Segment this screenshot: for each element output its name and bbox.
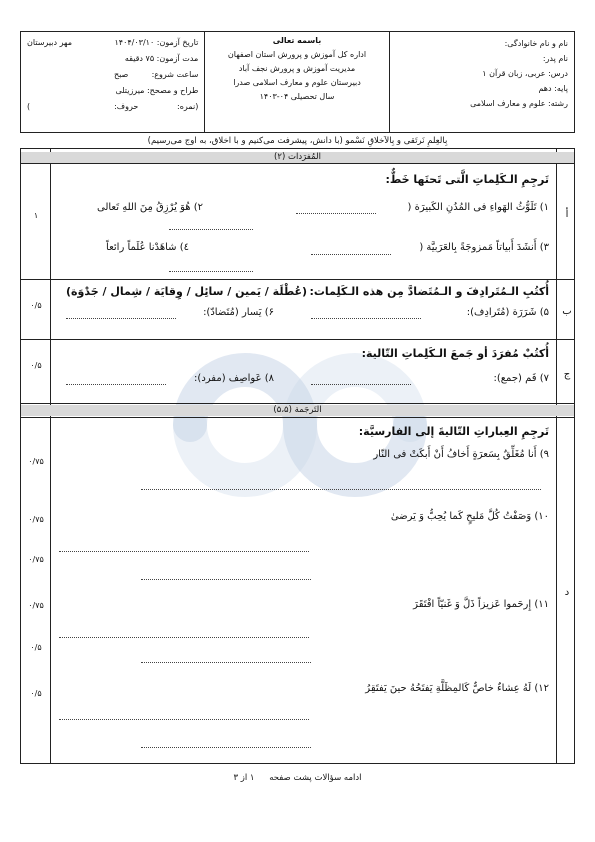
- item-7: ۷) فَم (جمع):: [493, 373, 549, 384]
- item-10: ۱۰) وَصَفْتُ کُلَّ مَلیحٍ کَما یُحِبُّ وَ یَرضیٰ: [390, 511, 549, 522]
- item-9: ۹) أَنا مُغَلِّقٌ بِسَعرَةٍ أَخافُ أَنْ أَبکَتْ فی النّار: [373, 449, 549, 460]
- options-beh: (عُطْلَة / یَمین / سائِل / وِقایَة / شِمال / جَدْوَة): [66, 285, 308, 298]
- footer: [0, 773, 595, 783]
- answer-line-11b[interactable]: [141, 652, 311, 663]
- heading-beh: أُکتُبِ الـمُتَرادِفَ و الـمُتَضادَّ مِن هذه الـکَلِمات:: [309, 285, 549, 298]
- answer-line-11[interactable]: [59, 627, 309, 638]
- start-time-label: ساعت شروع:: [151, 70, 199, 79]
- grade-label: (نمره:: [177, 102, 199, 111]
- exam-header: [20, 31, 575, 133]
- invocation: باسمه تعالی: [272, 36, 322, 45]
- course-label: درس: عربی، زبان قرآن ۱: [482, 69, 568, 78]
- score-item-11: ۰/۷۵: [28, 601, 44, 610]
- item-6: ۶) یَسار (مُتَضادّ):: [203, 307, 274, 318]
- designer: طراح و مصحح: میرزیتلی: [115, 86, 199, 95]
- item-12: ۱۲) لَهُ عِشاءٌ خاصٌّ کَالمِظَلَّةِ یَفتَحُهُ حینَ یَفتَقِرُ: [365, 683, 549, 694]
- institution-line-2: مدیریت آموزش و پرورش نجف آباد: [238, 64, 356, 73]
- item-5: ۵) شَرَرَة (مُتَرادِف):: [466, 307, 549, 318]
- item-1: ۱) تَلَوُّثُ الهَواءِ فی المُدُنِ الکَبیرَة (: [407, 202, 549, 213]
- exam-info-column: [21, 32, 205, 132]
- motto: بِالعِلمِ نَرتَقی و بِالاَخلاقِ نَسْمو (با دانش، پیشرفت می‌کنیم و با اخلاق، به اوج می‌رسیم): [147, 136, 448, 146]
- answer-line-4[interactable]: [169, 261, 253, 272]
- answer-line-10b[interactable]: [141, 569, 311, 580]
- student-info-column: [390, 32, 574, 132]
- answer-line-12[interactable]: [59, 709, 309, 720]
- item-4: ٤) شاهَدْنا عُلَماً رائعاً: [106, 242, 189, 253]
- item-3: ۳) أَنشَدَ أَبیاتاً مَمزوجَةً بِالعَرَبیَّة (: [419, 242, 549, 253]
- page-number: ۱ از ۳: [233, 773, 255, 783]
- answer-line-8[interactable]: [66, 374, 166, 385]
- score-item-11b: ۰/۵: [30, 643, 42, 652]
- heading-dal: تَرجِمِ العِباراتِ التّالیةَ إلی الفارسیَّة:: [358, 425, 549, 438]
- start-time-value: صبح: [113, 70, 129, 79]
- footer-text: ادامه سؤالات پشت صفحه: [269, 773, 362, 783]
- student-name-field[interactable]: نام و نام خانوادگی:: [504, 39, 568, 48]
- item-8: ۸) عَواصِف (مفرد):: [194, 373, 274, 384]
- item-2: ۲) هُوَ یُرْزِقُ مِنَ اللهِ تَعالی: [97, 202, 203, 213]
- heading-alef: تَرجِمِ الـکَلِماتِ الَّتی تَحتَها خَطٌّ:: [385, 173, 549, 186]
- question-letter-beh: ب: [562, 306, 572, 317]
- institution-line-1: اداره کل آموزش و پرورش استان اصفهان: [227, 50, 367, 59]
- answer-line-10[interactable]: [59, 541, 309, 552]
- answer-line-1[interactable]: [296, 203, 376, 214]
- answer-line-12b[interactable]: [141, 737, 311, 748]
- father-name-field[interactable]: نام پدر:: [542, 54, 568, 63]
- institution-column: [205, 32, 389, 132]
- question-grid: [20, 148, 575, 764]
- answer-line-3[interactable]: [311, 244, 391, 255]
- translation-section-band: التَرجَمة (۵،۵): [21, 405, 574, 416]
- answer-line-7[interactable]: [311, 374, 411, 385]
- exam-duration: مدت آزمون: ۷۵ دقیقه: [124, 54, 199, 63]
- institution-line-3: دبیرستان علوم و معارف اسلامی صدرا: [233, 78, 361, 87]
- heading-jim: أُکتُبْ مُفرَدَ أو جَمعَ الـکَلِماتِ التّالیة:: [361, 347, 549, 360]
- grade-level: پایه: دهم: [538, 84, 568, 93]
- question-letter-jim: ج: [563, 369, 571, 380]
- field-of-study: رشته: علوم و معارف اسلامی: [470, 99, 568, 108]
- academic-year: سال تحصیلی ۰۴-۱۴۰۳: [259, 92, 335, 101]
- question-letter-dal: د: [564, 587, 570, 598]
- exam-date: تاریخ آزمون: ۱۴۰۴/۰۳/۱۰: [114, 38, 199, 47]
- score-item-9: ۰/۷۵: [28, 457, 44, 466]
- vocab-section-band: المُفرَدات (۲): [21, 152, 574, 163]
- item-11: ۱۱) إِرحَموا عَزیزاً ذَلَّ وَ غَنیّاً افْتَقَرَ: [413, 599, 549, 610]
- score-item-10: ۰/۷۵: [28, 515, 44, 524]
- answer-line-5[interactable]: [311, 308, 421, 319]
- school-label: مهر دبیرستان: [27, 38, 72, 47]
- score-alef: ۱: [33, 211, 39, 220]
- answer-line-2[interactable]: [169, 219, 253, 230]
- question-letter-alef: أ: [565, 209, 569, 220]
- score-item-10b: ۰/۷۵: [28, 555, 44, 564]
- score-item-12: ۰/۵: [30, 689, 42, 698]
- letters-label: حروف:: [114, 102, 139, 111]
- answer-line-9[interactable]: [141, 479, 541, 490]
- score-jim: ۰/۵: [30, 361, 42, 370]
- answer-line-6[interactable]: [66, 308, 176, 319]
- score-beh: ۰/۵: [30, 301, 42, 310]
- close-paren: ): [27, 102, 31, 111]
